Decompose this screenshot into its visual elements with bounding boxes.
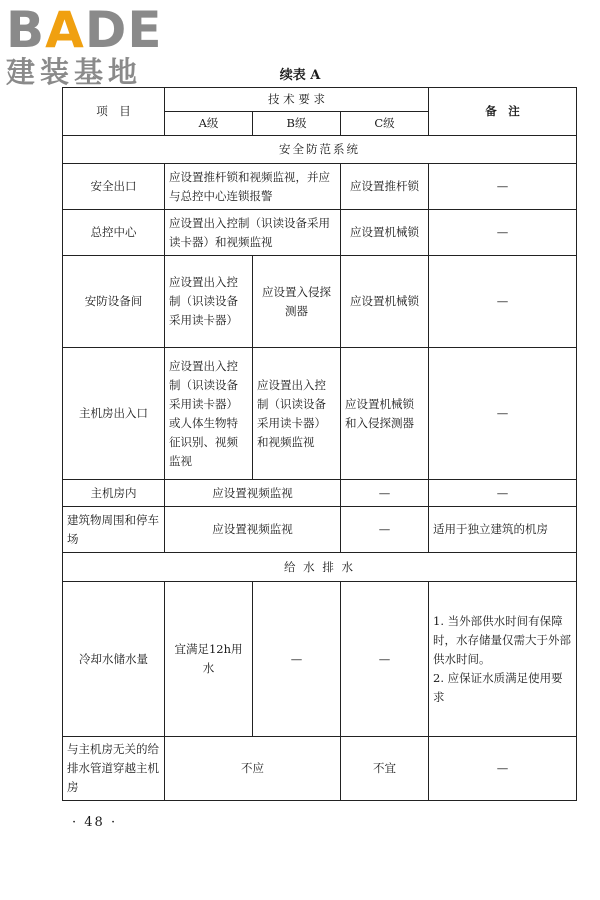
- row-note: —: [429, 737, 577, 801]
- row-a: 应设置出入控制（识读设备采用读卡器）或人体生物特征识别、视频监视: [165, 348, 253, 480]
- section-row: [63, 136, 577, 164]
- header-row: [63, 88, 577, 112]
- row-a: 宜满足12h用水: [165, 582, 253, 737]
- row-c: —: [341, 507, 429, 553]
- row-note: —: [429, 256, 577, 348]
- note-1: 1. 当外部供水时间有保障时，水存储量仅需大于外部供水时间。: [433, 613, 572, 666]
- header-level-a: A级: [165, 112, 253, 136]
- row-note: —: [429, 480, 577, 507]
- row-note: —: [429, 348, 577, 480]
- header-item: 项 目: [63, 88, 165, 136]
- row-ab: 应设置出入控制（识读设备采用读卡器）和视频监视: [165, 210, 341, 256]
- header-note: 备 注: [429, 88, 577, 136]
- row-note: —: [429, 164, 577, 210]
- row-item: 安全出口: [63, 164, 165, 210]
- header-level-b: B级: [253, 112, 341, 136]
- logo-brand: BADE: [6, 1, 163, 59]
- row-item: 建筑物周围和停车场: [63, 507, 165, 553]
- row-c: 应设置机械锁: [341, 210, 429, 256]
- section-water: 给 水 排 水: [63, 553, 577, 582]
- table-caption: 续表 A: [279, 68, 321, 83]
- table-row: [63, 164, 577, 210]
- table-row: [63, 737, 577, 801]
- row-b: 应设置出入控制（识读设备采用读卡器）和视频监视: [253, 348, 341, 480]
- requirements-table: [62, 87, 577, 801]
- table-row: [63, 210, 577, 256]
- row-note: [429, 582, 577, 737]
- row-item: 主机房内: [63, 480, 165, 507]
- row-c: 应设置机械锁: [341, 256, 429, 348]
- table-row: [63, 507, 577, 553]
- row-item: 主机房出入口: [63, 348, 165, 480]
- row-c: 不宜: [341, 737, 429, 801]
- row-ab: 应设置视频监视: [165, 507, 341, 553]
- row-note: —: [429, 210, 577, 256]
- row-ab: 不应: [165, 737, 341, 801]
- row-item: 与主机房无关的给排水管道穿越主机房: [63, 737, 165, 801]
- row-ab: 应设置推杆锁和视频监视，并应与总控中心连锁报警: [165, 164, 341, 210]
- row-c: 应设置机械锁和入侵探测器: [341, 348, 429, 480]
- row-item: 安防设备间: [63, 256, 165, 348]
- note-2: 2. 应保证水质满足使用要求: [433, 670, 563, 704]
- row-c: 应设置推杆锁: [341, 164, 429, 210]
- row-a: 应设置出入控制（识读设备采用读卡器）: [165, 256, 253, 348]
- row-note: 适用于独立建筑的机房: [429, 507, 577, 553]
- table-row: [63, 348, 577, 480]
- row-item: 总控中心: [63, 210, 165, 256]
- header-level-c: C级: [341, 112, 429, 136]
- row-item: 冷却水储水量: [63, 582, 165, 737]
- row-ab: 应设置视频监视: [165, 480, 341, 507]
- table-row: [63, 582, 577, 737]
- table-row: [63, 256, 577, 348]
- logo-chinese: 建装基地: [6, 55, 143, 89]
- header-tech: 技 术 要 求: [165, 88, 429, 112]
- table-row: [63, 480, 577, 507]
- row-c: —: [341, 582, 429, 737]
- section-security: 安全防范系统: [63, 136, 577, 164]
- row-b: —: [253, 582, 341, 737]
- section-row: [63, 553, 577, 582]
- row-c: —: [341, 480, 429, 507]
- page-number: · 48 ·: [72, 815, 118, 830]
- row-b: 应设置入侵探测器: [253, 256, 341, 348]
